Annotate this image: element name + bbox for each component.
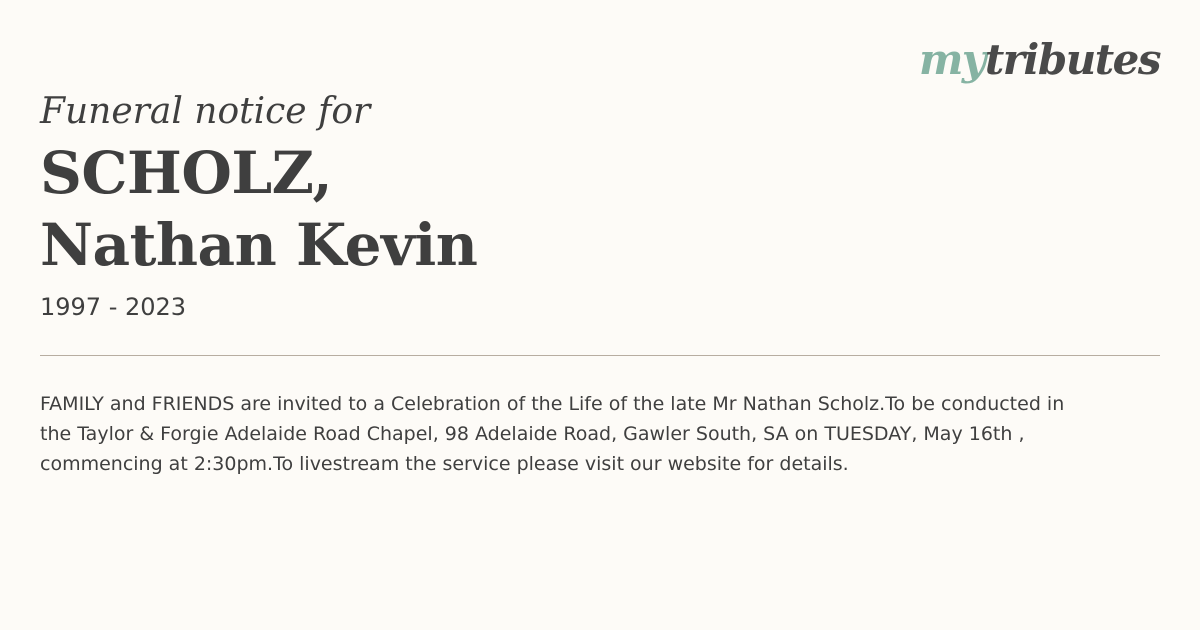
notice-body-line: commencing at 2:30pm.To livestream the service please visit our website for details.: [40, 453, 849, 475]
mytributes-logo[interactable]: [919, 34, 1160, 86]
life-years: 1997 - 2023: [40, 293, 187, 321]
notice-heading-prefix: Funeral notice for: [40, 91, 371, 132]
logo-my-text: my: [918, 35, 985, 84]
notice-body-line: the Taylor & Forgie Adelaide Road Chapel, 98 Adelaide Road, Gawler South, SA on TUESDAY, May 16th ,: [40, 423, 1025, 445]
section-divider: [40, 355, 1160, 356]
logo-tributes-text: tributes: [984, 35, 1160, 84]
notice-body-text: [40, 389, 1108, 479]
notice-body-line: FAMILY and FRIENDS are invited to a Celebration of the Life of the late Mr Nathan Scholz.To be conducted in: [40, 393, 1065, 415]
deceased-given-names: Nathan Kevin: [40, 211, 478, 279]
deceased-surname: SCHOLZ,: [40, 139, 333, 207]
